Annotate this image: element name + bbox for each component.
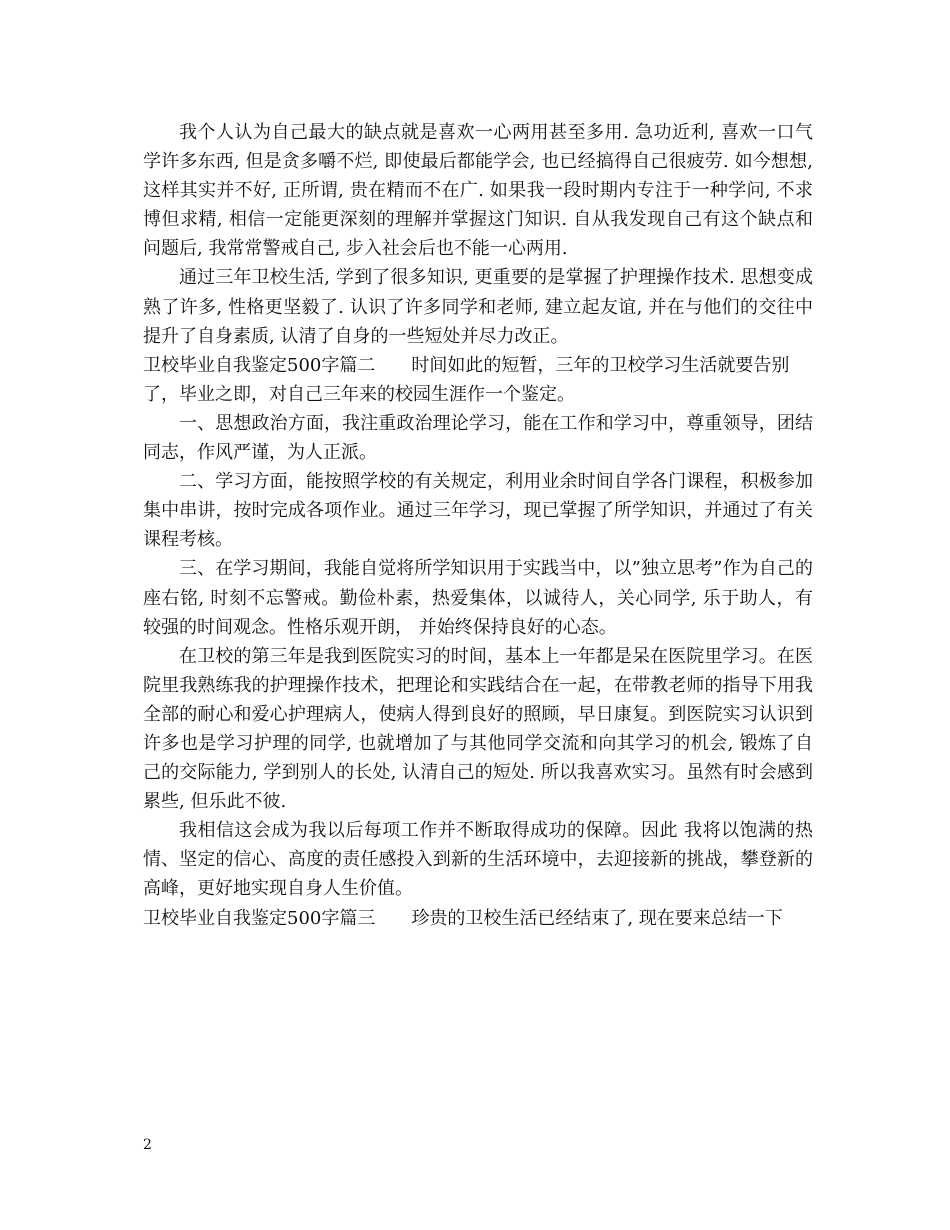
paragraph-internship: 在卫校的第三年是我到医院实习的时间，基本上一年都是呆在医院里学习。在医院里我熟练我的护理操作技术，把理论和实践结合在一起，在带教老师的指导下用我全部的耐心和爱心护理病人，使病人得到良好的照顾，早日康复。到医院实习认识到许多也是学习护理的同学, 也就增加了与其他同学交流和向其学习的机会, 锻炼了自己的交际能力, 学到别人的长处, 认清自己的短处. 所以我喜欢实习。虽然有时会感到累些, 但乐此不彼. <box>143 645 813 813</box>
section-two-heading-line <box>143 351 813 409</box>
section-three-heading-line <box>143 904 813 933</box>
paragraph-study: 二、学习方面，能按照学校的有关规定，利用业余时间自学各门课程，积极参加集中串讲，按时完成各项作业。通过三年学习，现已掌握了所学知识，并通过了有关课程考核。 <box>143 471 813 551</box>
section-three-intro: 珍贵的卫校生活已经结束了, 现在要来总结一下 <box>411 907 783 929</box>
paragraph-shortcoming: 我个人认为自己最大的缺点就是喜欢一心两用甚至多用. 急功近利, 喜欢一口气学许多东西, 但是贪多嚼不烂, 即使最后都能学会, 也已经搞得自己很疲劳. 如今想想, 这样其实并不好, 正所谓, 贵在精而不在广. 如果我一段时期内专注于一种学问, 不求博但求精, 相信一定能更深刻的理解并掌握这门知识. 自从我发现自己有这个缺点和问题后, 我常常警戒自己, 步入社会后也不能一心两用. <box>143 122 813 260</box>
paragraph-three-years: 通过三年卫校生活, 学到了很多知识, 更重要的是掌握了护理操作技术. 思想变成熟了许多, 性格更坚毅了. 认识了许多同学和老师, 建立起友谊, 并在与他们的交往中提升了自身素质, 认清了自身的一些短处并尽力改正。 <box>143 267 813 347</box>
paragraph-conclusion: 我相信这会成为我以后每项工作并不断取得成功的保障。因此 我将以饱满的热情、坚定的信心、高度的责任感投入到新的生活环境中，去迎接新的挑战，攀登新的高峰，更好地实现自身人生价值。 <box>143 820 813 900</box>
document-body <box>143 118 813 933</box>
page-number: 2 <box>143 1137 152 1153</box>
section-two-title: 卫校毕业自我鉴定500字篇二 <box>143 354 376 376</box>
section-three-title: 卫校毕业自我鉴定500字篇三 <box>143 907 376 929</box>
section-two-intro: 时间如此的短暂，三年的卫校学习生活就要告别了，毕业之即，对自己三年来的校园生涯作一个鉴定。 <box>143 354 790 405</box>
paragraph-practice: 三、在学习期间，我能自觉将所学知识用于实践当中，以”独立思考”作为自己的座右铭, 时刻不忘警戒。勤俭朴素，热爱集体，以诚待人，关心同学, 乐于助人，有较强的时间观念。性格乐观开朗， 并始终保持良好的心态。 <box>143 558 813 638</box>
paragraph-politics: 一、思想政治方面，我注重政治理论学习，能在工作和学习中，尊重领导，团结同志，作风严谨，为人正派。 <box>143 412 813 464</box>
